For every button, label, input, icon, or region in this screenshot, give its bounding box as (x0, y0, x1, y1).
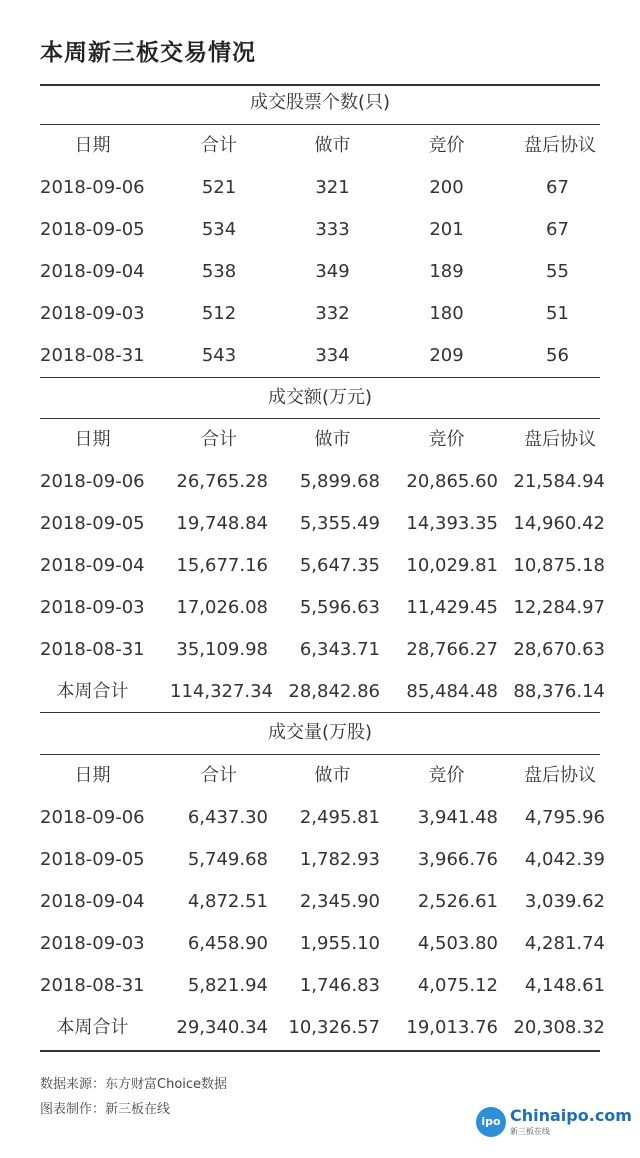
cell-bidding: 10,029.81 (406, 555, 498, 576)
cell-total: 26,765.28 (176, 471, 268, 492)
header-date: 日期 (74, 135, 111, 156)
cell-after-hours: 67 (546, 177, 569, 198)
cell-market-making: 332 (315, 303, 350, 324)
table-header-row (0, 755, 640, 797)
cell-market-making: 1,746.83 (299, 975, 380, 996)
cell-bidding: 4,503.80 (417, 933, 498, 954)
page-title: 本周新三板交易情况 (40, 40, 256, 66)
header-bidding: 竞价 (428, 429, 465, 450)
table-row (0, 965, 640, 1007)
cell-after-hours: 20,308.32 (513, 1017, 605, 1038)
cell-bidding: 4,075.12 (417, 975, 498, 996)
table-row (0, 167, 640, 209)
table-row (0, 881, 640, 923)
table-row (0, 797, 640, 839)
cell-market-making: 2,495.81 (299, 807, 380, 828)
cell-after-hours: 14,960.42 (513, 513, 605, 534)
cell-total: 521 (201, 177, 237, 198)
cell-market-making: 10,326.57 (288, 1017, 380, 1038)
cell-bidding: 20,865.60 (406, 471, 498, 492)
cell-total: 114,327.34 (170, 681, 274, 702)
cell-date: 2018-08-31 (40, 975, 145, 996)
cell-total: 538 (201, 261, 237, 282)
cell-bidding: 3,966.76 (417, 849, 498, 870)
cell-after-hours: 4,042.39 (524, 849, 605, 870)
header-after-hours: 盘后协议 (524, 135, 596, 156)
cell-market-making: 334 (315, 345, 350, 366)
cell-market-making: 5,596.63 (299, 597, 380, 618)
cell-date: 2018-09-04 (40, 891, 145, 912)
cell-after-hours: 21,584.94 (513, 471, 605, 492)
section-title-stock-count: 成交股票个数(只) (249, 92, 391, 113)
cell-market-making: 349 (315, 261, 350, 282)
weekly-total-row (0, 671, 640, 713)
cell-date: 2018-09-03 (40, 597, 145, 618)
table-header-row (0, 419, 640, 461)
cell-bidding: 28,766.27 (406, 639, 498, 660)
header-date: 日期 (74, 429, 111, 450)
cell-after-hours: 56 (546, 345, 569, 366)
header-total: 合计 (201, 765, 237, 786)
cell-bidding: 189 (429, 261, 464, 282)
logo-subtitle: 新三板在线 (510, 1127, 550, 1136)
cell-date: 2018-09-05 (40, 849, 145, 870)
cell-bidding: 209 (429, 345, 464, 366)
chinaipo-logo (476, 1104, 632, 1144)
cell-market-making: 2,345.90 (299, 891, 380, 912)
cell-total: 29,340.34 (176, 1017, 268, 1038)
cell-date: 2018-09-04 (40, 261, 145, 282)
header-total: 合计 (201, 429, 237, 450)
cell-after-hours: 28,670.63 (513, 639, 605, 660)
cell-market-making: 28,842.86 (288, 681, 380, 702)
cell-date: 2018-09-05 (40, 219, 145, 240)
cell-bidding: 85,484.48 (406, 681, 498, 702)
cell-after-hours: 55 (546, 261, 569, 282)
cell-after-hours: 4,148.61 (524, 975, 605, 996)
cell-total: 19,748.84 (176, 513, 268, 534)
weekly-total-row (0, 1007, 640, 1049)
section-title-turnover: 成交额(万元) (267, 387, 373, 408)
cell-bidding: 200 (429, 177, 464, 198)
cell-total-label: 本周合计 (56, 1017, 129, 1038)
header-bidding: 竞价 (428, 765, 465, 786)
header-market-making: 做市 (314, 135, 351, 156)
cell-bidding: 180 (429, 303, 464, 324)
cell-bidding: 19,013.76 (406, 1017, 498, 1038)
table-row (0, 209, 640, 251)
table-row (0, 545, 640, 587)
cell-after-hours: 67 (546, 219, 569, 240)
cell-date: 2018-09-06 (40, 471, 145, 492)
cell-total: 4,872.51 (187, 891, 268, 912)
cell-total: 512 (201, 303, 237, 324)
header-bidding: 竞价 (428, 135, 465, 156)
cell-date: 2018-09-06 (40, 807, 145, 828)
table-header-row (0, 125, 640, 167)
cell-market-making: 321 (315, 177, 350, 198)
cell-total-label: 本周合计 (56, 681, 129, 702)
cell-total: 6,458.90 (187, 933, 268, 954)
table-row (0, 503, 640, 545)
cell-total: 15,677.16 (176, 555, 268, 576)
table-row (0, 251, 640, 293)
header-market-making: 做市 (314, 429, 351, 450)
cell-after-hours: 51 (546, 303, 569, 324)
table-row (0, 335, 640, 377)
cell-market-making: 5,899.68 (299, 471, 380, 492)
cell-date: 2018-09-06 (40, 177, 145, 198)
cell-date: 2018-08-31 (40, 639, 145, 660)
cell-date: 2018-09-04 (40, 555, 145, 576)
cell-date: 2018-09-03 (40, 933, 145, 954)
table-row (0, 587, 640, 629)
chart-credit-note: 图表制作：新三板在线 (40, 1102, 171, 1117)
cell-total: 534 (201, 219, 237, 240)
cell-after-hours: 3,039.62 (524, 891, 605, 912)
cell-total: 17,026.08 (176, 597, 268, 618)
cell-total: 5,821.94 (187, 975, 268, 996)
header-after-hours: 盘后协议 (524, 429, 596, 450)
cell-market-making: 5,647.35 (299, 555, 380, 576)
cell-date: 2018-09-05 (40, 513, 145, 534)
cell-after-hours: 88,376.14 (513, 681, 605, 702)
header-date: 日期 (74, 765, 111, 786)
cell-total: 5,749.68 (187, 849, 268, 870)
table-row (0, 839, 640, 881)
header-total: 合计 (201, 135, 237, 156)
cell-after-hours: 4,281.74 (524, 933, 605, 954)
cell-bidding: 11,429.45 (406, 597, 498, 618)
cell-date: 2018-09-03 (40, 303, 145, 324)
table-row (0, 923, 640, 965)
table-row (0, 461, 640, 503)
section-title-volume: 成交量(万股) (267, 722, 373, 743)
cell-after-hours: 12,284.97 (513, 597, 605, 618)
cell-bidding: 3,941.48 (417, 807, 498, 828)
table-row (0, 293, 640, 335)
cell-total: 6,437.30 (187, 807, 268, 828)
header-after-hours: 盘后协议 (524, 765, 596, 786)
cell-total: 35,109.98 (176, 639, 268, 660)
cell-after-hours: 4,795.96 (524, 807, 605, 828)
logo-icon: ipo (476, 1107, 506, 1137)
cell-bidding: 14,393.35 (406, 513, 498, 534)
cell-bidding: 2,526.61 (417, 891, 498, 912)
cell-date: 2018-08-31 (40, 345, 145, 366)
bottom-divider (40, 1050, 600, 1052)
cell-market-making: 333 (315, 219, 350, 240)
header-market-making: 做市 (314, 765, 351, 786)
table-row (0, 629, 640, 671)
cell-market-making: 1,955.10 (299, 933, 380, 954)
data-source-note: 数据来源：东方财富Choice数据 (40, 1077, 228, 1092)
cell-bidding: 201 (429, 219, 464, 240)
cell-market-making: 6,343.71 (299, 639, 380, 660)
cell-after-hours: 10,875.18 (513, 555, 605, 576)
logo-name: Chinaipo.com (510, 1106, 632, 1125)
cell-market-making: 1,782.93 (299, 849, 380, 870)
cell-market-making: 5,355.49 (299, 513, 380, 534)
cell-total: 543 (201, 345, 237, 366)
